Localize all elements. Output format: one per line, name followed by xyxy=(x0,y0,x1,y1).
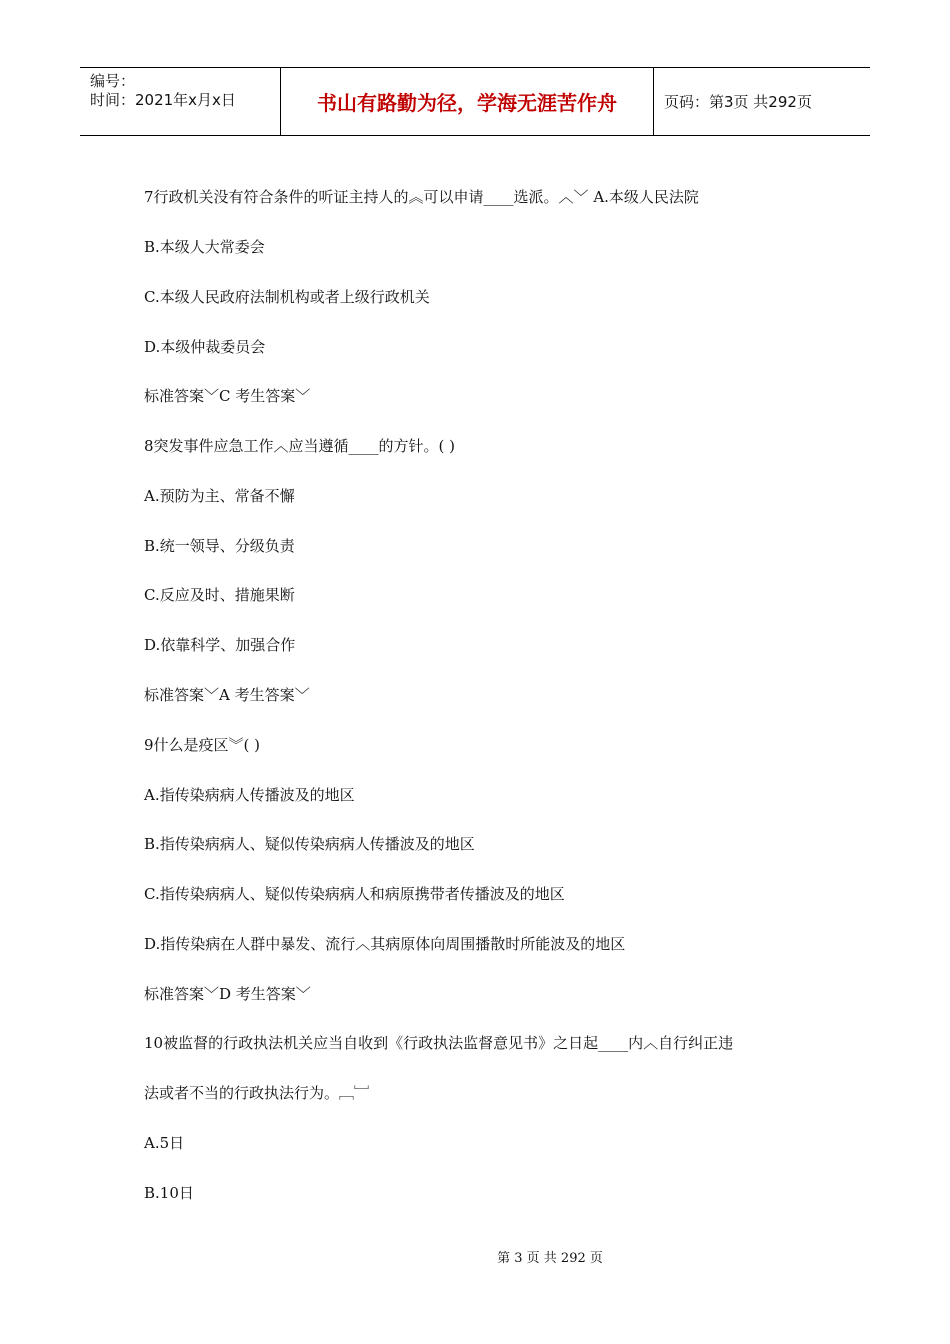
option-9a: A.指传染病病人传播波及的地区 xyxy=(144,786,355,804)
header-motto: 书山有路勤为径，学海无涯苦作舟 xyxy=(281,68,654,135)
option-7b: B.本级人大常委会 xyxy=(144,238,265,256)
answer-8: 标准答案﹀A 考生答案﹀ xyxy=(144,686,310,704)
page-header xyxy=(80,67,870,136)
option-10b: B.10日 xyxy=(144,1184,194,1202)
page-footer: 第 3 页 共 292 页 xyxy=(497,1251,603,1266)
time-label: 时间：2021年x月x日 xyxy=(90,91,236,109)
header-info-cell xyxy=(80,68,281,135)
question-10: 10被监督的行政执法机关应当自收到《行政执法监督意见书》之日起____内︿自行纠正违 xyxy=(144,1034,734,1052)
option-8a: A.预防为主、常备不懈 xyxy=(144,487,295,505)
answer-7: 标准答案﹀C 考生答案﹀ xyxy=(144,387,311,405)
question-9: 9什么是疫区︾( ) xyxy=(144,736,261,754)
question-10-cont: 法或者不当的行政执法行为。﹇﹈ xyxy=(144,1084,370,1102)
serial-label: 编号： xyxy=(90,72,136,90)
option-10a: A.5日 xyxy=(144,1134,185,1152)
option-8d: D.依靠科学、加强合作 xyxy=(144,636,296,654)
answer-9: 标准答案﹀D 考生答案﹀ xyxy=(144,985,311,1003)
header-page-info: 页码：第3页 共292页 xyxy=(664,93,812,111)
question-7: 7行政机关没有符合条件的听证主持人的︽可以申请____选派。︿﹀ A.本级人民法院 xyxy=(144,188,699,206)
option-8c: C.反应及时、措施果断 xyxy=(144,586,295,604)
option-8b: B.统一领导、分级负责 xyxy=(144,537,295,555)
option-7c: C.本级人民政府法制机构或者上级行政机关 xyxy=(144,288,430,306)
option-9d: D.指传染病在人群中暴发、流行︿其病原体向周围播散时所能波及的地区 xyxy=(144,935,626,953)
option-9c: C.指传染病病人、疑似传染病病人和病原携带者传播波及的地区 xyxy=(144,885,565,903)
option-9b: B.指传染病病人、疑似传染病病人传播波及的地区 xyxy=(144,835,475,853)
question-8: 8突发事件应急工作︿应当遵循____的方针。( ) xyxy=(144,437,456,455)
option-7d: D.本级仲裁委员会 xyxy=(144,338,266,356)
